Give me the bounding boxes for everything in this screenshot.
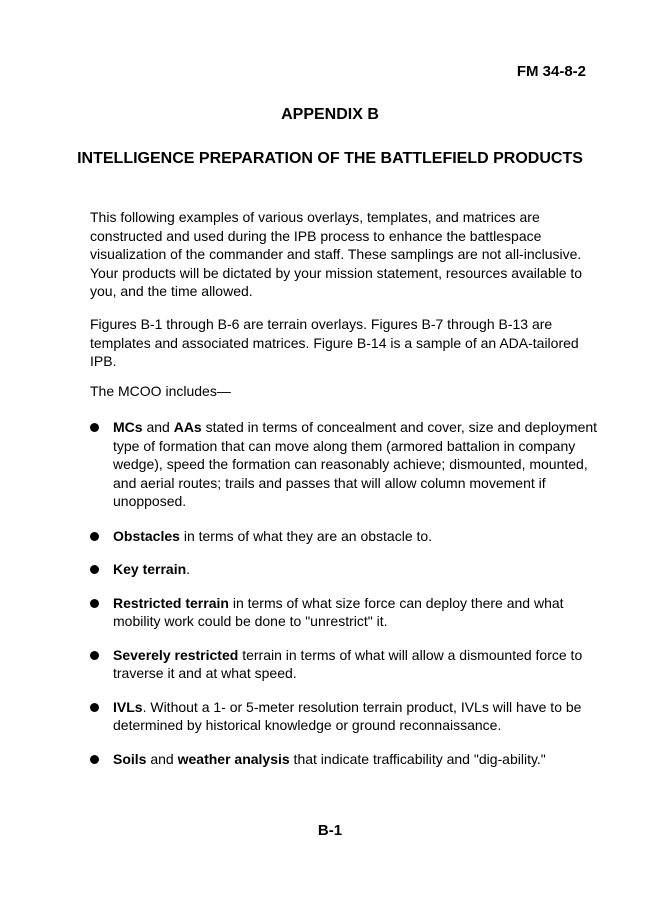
document-id: FM 34-8-2 xyxy=(516,63,586,80)
bullet-text: . xyxy=(186,561,191,577)
bullet-term: AAs xyxy=(173,419,202,435)
bullet-term: MCs xyxy=(113,419,143,435)
mcoo-bullet-list xyxy=(90,418,612,768)
bullet-term: Severely restricted xyxy=(113,646,239,663)
bullet-term: Restricted terrain xyxy=(113,594,229,611)
list-item xyxy=(90,527,612,546)
bullet-text: in terms of what size force can deploy there and what mobility work could be done to "unrestrict" it. xyxy=(113,594,564,629)
bullet-term: Key terrain xyxy=(113,561,187,577)
bullet-text: and xyxy=(146,750,178,767)
bullet-text: in terms of what they are an obstacle to. xyxy=(179,527,433,544)
bullet-term: Obstacles xyxy=(113,527,180,544)
appendix-label: APPENDIX B xyxy=(281,106,379,123)
bullet-text: that indicate trafficability and "dig-ability." xyxy=(289,750,546,767)
figures-paragraph: Figures B-1 through B-6 are terrain overlays. Figures B-7 through B-13 are templates and associated matrices. Figure B-14 is a sample of an ADA-tailored IPB. xyxy=(90,316,579,369)
intro-paragraph: This following examples of various overlays, templates, and matrices are constructed and used during the IPB process to enhance the battlespace visualization of the commander and staff. These samplings are not all-inclusive. Your products will be dictated by your mission statement, resources available to you, and the time allowed. xyxy=(90,209,583,299)
page-title: INTELLIGENCE PREPARATION OF THE BATTLEFIELD PRODUCTS xyxy=(77,150,583,167)
bullet-text: . Without a 1- or 5-meter resolution terrain product, IVLs will have to be determined by historical knowledge or ground reconnaissance. xyxy=(113,698,582,733)
list-item xyxy=(90,698,612,735)
bullet-term: IVLs xyxy=(113,698,143,715)
bullet-text: and xyxy=(142,419,174,435)
bullet-text: stated in terms of concealment and cover, size and deployment type of formation that can move along them (armored battalion in company wedge), speed the formation can reasonably achieve; dismounted, mounted, and aerial routes; trails and passes that will allow column movement if unopposed. xyxy=(113,419,598,509)
bullet-term: weather analysis xyxy=(177,750,290,767)
list-item xyxy=(90,594,612,631)
bullet-term: Soils xyxy=(113,750,147,767)
list-item xyxy=(90,418,612,511)
page-number: B-1 xyxy=(317,822,343,839)
list-item xyxy=(90,560,612,579)
list-item xyxy=(90,646,612,683)
mcoo-intro-paragraph: The MCOO includes— xyxy=(90,383,231,399)
list-item xyxy=(90,750,612,769)
bullet-text: terrain in terms of what will allow a dismounted force to traverse it and at what speed. xyxy=(113,646,583,681)
